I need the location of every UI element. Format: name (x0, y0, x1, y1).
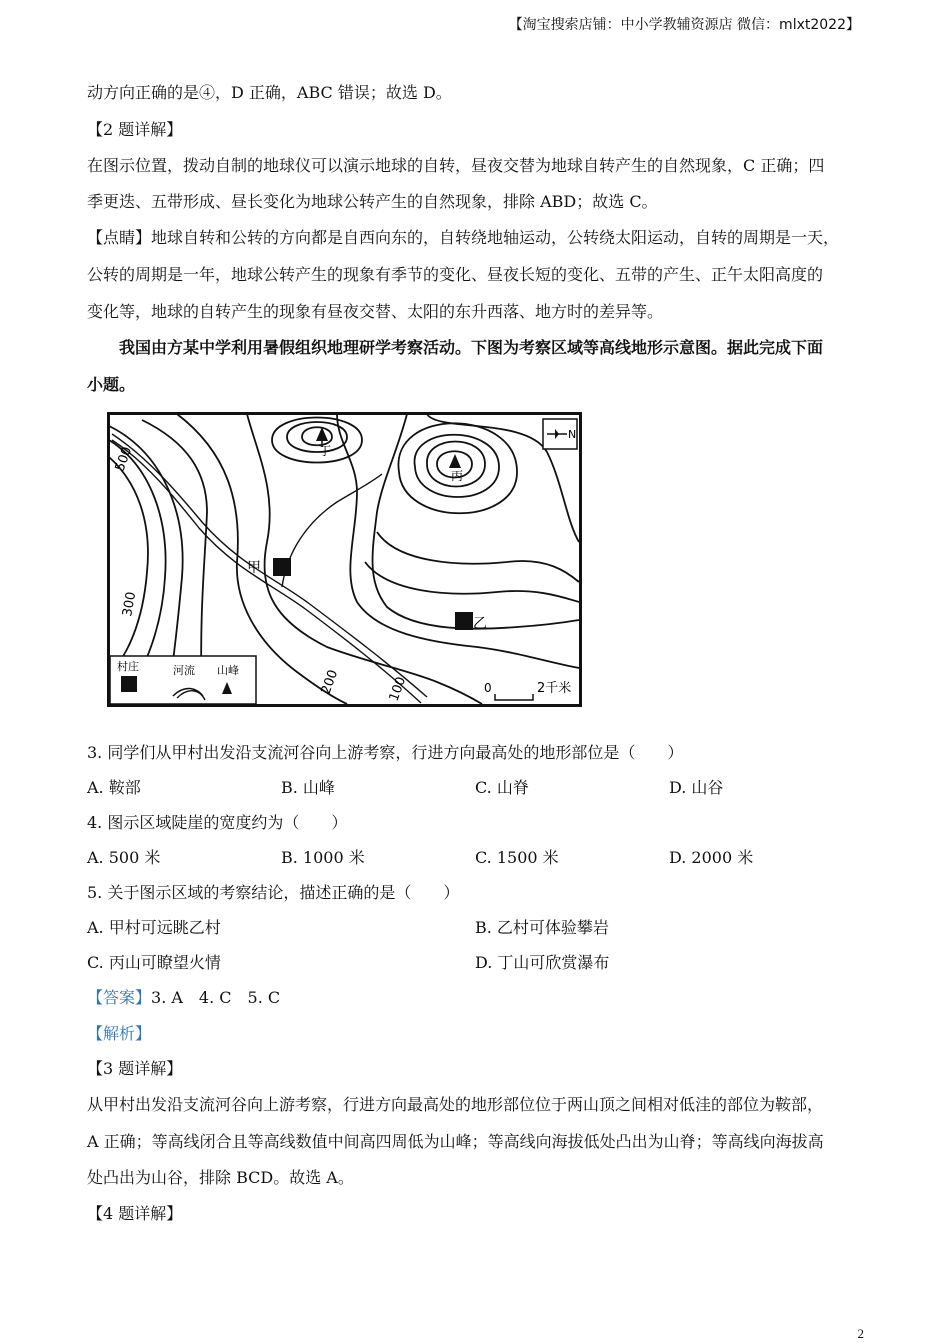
question-3-stem: 3. 同学们从甲村出发沿支流河谷向上游考察，行进方向最高处的地形部位是（ ） (87, 743, 684, 762)
answer-text: 3. A 4. C 5. C (151, 988, 281, 1007)
text-line: 公转的周期是一年，地球公转产生的现象有季节的变化、昼夜长短的变化、五带的产生、正午太阳高度的 (87, 265, 824, 284)
question-3-option-a: A. 鞍部 (87, 778, 141, 797)
section-heading: 【2 题详解】 (87, 120, 183, 139)
text-line: 处凸出为山谷，排除 BCD。故选 A。 (87, 1168, 354, 1187)
contour-label-200: 200 (318, 667, 342, 697)
text-line: A 正确；等高线闭合且等高线数值中间高四周低为山峰；等高线向海拔低处凸出为山脊；等高线向海拔高 (87, 1132, 824, 1151)
scale-label: 2千米 (537, 681, 572, 696)
question-5-option-c: C. 丙山可瞭望火情 (87, 953, 221, 972)
question-3-option-c: C. 山脊 (475, 778, 529, 797)
question-4-stem: 4. 图示区域陡崖的宽度约为（ ） (87, 813, 348, 832)
peak-label-bing: 丙 (451, 469, 464, 483)
legend-label-river: 河流 (173, 664, 195, 677)
question-5-option-a: A. 甲村可远眺乙村 (87, 918, 221, 937)
section-heading: 【4 题详解】 (87, 1204, 183, 1223)
answer-line (87, 985, 280, 1008)
contour-label-100: 100 (386, 674, 410, 704)
village-label-jia: 甲 (247, 560, 261, 576)
text-line: 动方向正确的是④，D 正确，ABC 错误；故选 D。 (87, 83, 452, 102)
question-4-option-d: D. 2000 米 (669, 848, 754, 867)
question-4-option-c: C. 1500 米 (475, 848, 559, 867)
answer-label: 【答案】 (87, 988, 152, 1007)
section-heading: 【3 题详解】 (87, 1059, 183, 1078)
text-line: 从甲村出发沿支流河谷向上游考察，行进方向最高处的地形部位位于两山顶之间相对低洼的部位为鞍部， (87, 1095, 824, 1114)
north-label: N (568, 428, 577, 441)
scale-zero: 0 (484, 681, 492, 695)
question-3-option-b: B. 山峰 (281, 778, 335, 797)
question-5-option-b: B. 乙村可体验攀岩 (475, 918, 609, 937)
legend-label-peak: 山峰 (217, 664, 239, 677)
page-header: 【淘宝搜索店铺：中小学教辅资源店 微信：mlxt2022】 (508, 17, 860, 33)
question-4-option-b: B. 1000 米 (281, 848, 365, 867)
page-number: 2 (857, 1326, 864, 1341)
intro-line: 小题。 (87, 375, 136, 394)
question-5-option-d: D. 丁山可欣赏瀑布 (475, 953, 610, 972)
text-line: 【点睛】地球自转和公转的方向都是自西向东的，自转绕地轴运动，公转绕太阳运动，自转的周期是一天， (87, 228, 840, 247)
text-line: 季更迭、五带形成、昼长变化为地球公转产生的自然现象，排除 ABD；故选 C。 (87, 192, 658, 211)
text-line: 在图示位置，拨动自制的地球仪可以演示地球的自转，昼夜交替为地球自转产生的自然现象，C 正确；四 (87, 156, 825, 175)
text-line: 变化等，地球的自转产生的现象有昼夜交替、太阳的东升西落、地方时的差异等。 (87, 302, 664, 321)
contour-label-500: 500 (112, 444, 136, 474)
analysis-label: 【解析】 (87, 1024, 152, 1043)
village-label-yi: 乙 (473, 616, 487, 632)
contour-label-300: 300 (120, 590, 140, 618)
legend-label-village: 村庄 (117, 660, 139, 673)
question-3-option-d: D. 山谷 (669, 778, 724, 797)
village-marker-jia (273, 558, 291, 576)
intro-line: 我国由方某中学利用暑假组织地理研学考察活动。下图为考察区域等高线地形示意图。据此完成下面 (119, 338, 824, 357)
village-marker-yi (455, 612, 473, 630)
question-4-option-a: A. 500 米 (87, 848, 161, 867)
question-5-stem: 5. 关于图示区域的考察结论，描述正确的是（ ） (87, 883, 460, 902)
legend-village-icon (121, 676, 137, 692)
peak-label-ding: 丁 (319, 444, 332, 458)
contour-map (107, 412, 583, 708)
